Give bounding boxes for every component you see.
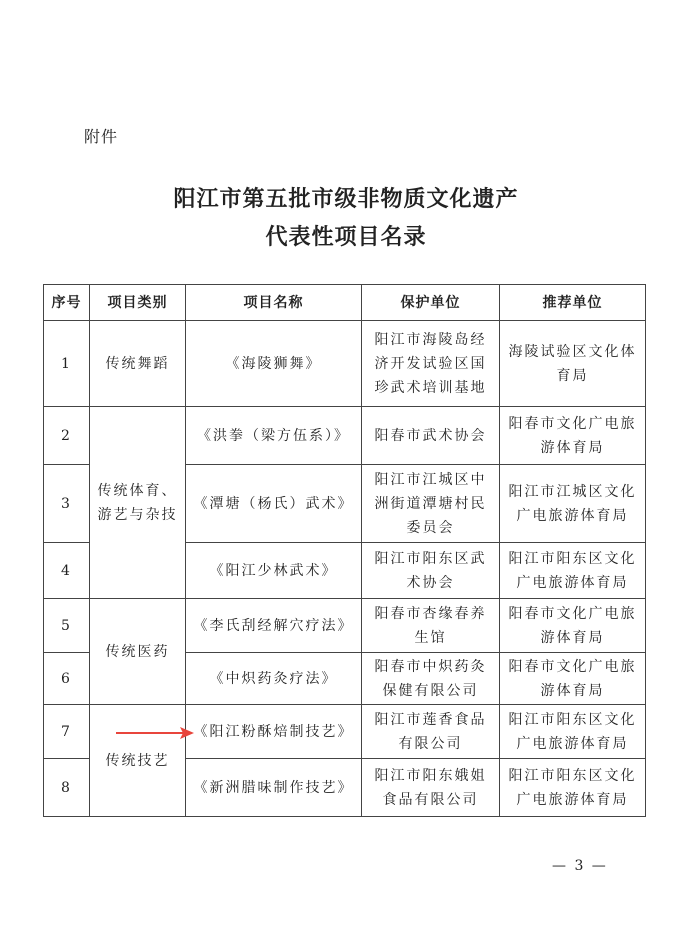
protector-unit: 阳江市江城区中洲街道潭塘村民委员会 <box>362 465 500 543</box>
table-row <box>44 407 646 465</box>
protector-unit: 阳春市中炽药灸保健有限公司 <box>362 653 500 705</box>
recommender-unit: 阳江市江城区文化广电旅游体育局 <box>500 465 646 543</box>
category-cell: 传统体育、游艺与杂技 <box>90 407 186 599</box>
header-no: 序号 <box>44 285 90 321</box>
recommender-unit: 阳春市文化广电旅游体育局 <box>500 599 646 653</box>
recommender-unit: 阳春市文化广电旅游体育局 <box>500 653 646 705</box>
project-name: 《海陵狮舞》 <box>186 321 362 407</box>
project-name: 《洪拳（梁方伍系）》 <box>186 407 362 465</box>
protector-unit: 阳江市阳东区武术协会 <box>362 543 500 599</box>
title-line-1: 阳江市第五批市级非物质文化遗产 <box>173 186 519 212</box>
table-header-row <box>44 285 646 321</box>
header-protector: 保护单位 <box>362 285 500 321</box>
protector-unit: 阳春市杏缘春养生馆 <box>362 599 500 653</box>
header-category: 项目类别 <box>90 285 186 321</box>
project-name: 《中炽药灸疗法》 <box>186 653 362 705</box>
project-name: 《潭塘（杨氏）武术》 <box>186 465 362 543</box>
category-cell: 传统舞蹈 <box>90 321 186 407</box>
row-number: 6 <box>44 653 90 705</box>
recommender-unit: 海陵试验区文化体育局 <box>500 321 646 407</box>
row-number: 1 <box>44 321 90 407</box>
table-row <box>44 599 646 653</box>
protector-unit: 阳春市武术协会 <box>362 407 500 465</box>
project-name: 《阳江粉酥焙制技艺》 <box>186 705 362 759</box>
category-cell: 传统医药 <box>90 599 186 705</box>
project-name: 《新洲腊味制作技艺》 <box>186 759 362 817</box>
protector-unit: 阳江市海陵岛经济开发试验区国珍武术培训基地 <box>362 321 500 407</box>
row-number: 5 <box>44 599 90 653</box>
document-title <box>0 180 692 256</box>
row-number: 7 <box>44 705 90 759</box>
project-name: 《阳江少林武术》 <box>186 543 362 599</box>
row-number: 8 <box>44 759 90 817</box>
row-number: 4 <box>44 543 90 599</box>
recommender-unit: 阳江市阳东区文化广电旅游体育局 <box>500 705 646 759</box>
recommender-unit: 阳江市阳东区文化广电旅游体育局 <box>500 543 646 599</box>
header-recommender: 推荐单位 <box>500 285 646 321</box>
attachment-label: 附件 <box>84 127 119 146</box>
header-name: 项目名称 <box>186 285 362 321</box>
protector-unit: 阳江市阳东娥姐食品有限公司 <box>362 759 500 817</box>
table-row <box>44 321 646 407</box>
category-cell: 传统技艺 <box>90 705 186 817</box>
recommender-unit: 阳春市文化广电旅游体育局 <box>500 407 646 465</box>
row-number: 3 <box>44 465 90 543</box>
protector-unit: 阳江市莲香食品有限公司 <box>362 705 500 759</box>
project-name: 《李氏刮经解穴疗法》 <box>186 599 362 653</box>
row-number: 2 <box>44 407 90 465</box>
red-arrow-annotation <box>114 726 196 740</box>
title-line-2: 代表性项目名录 <box>265 224 427 250</box>
recommender-unit: 阳江市阳东区文化广电旅游体育局 <box>500 759 646 817</box>
page-number: — 3 — <box>552 858 608 874</box>
